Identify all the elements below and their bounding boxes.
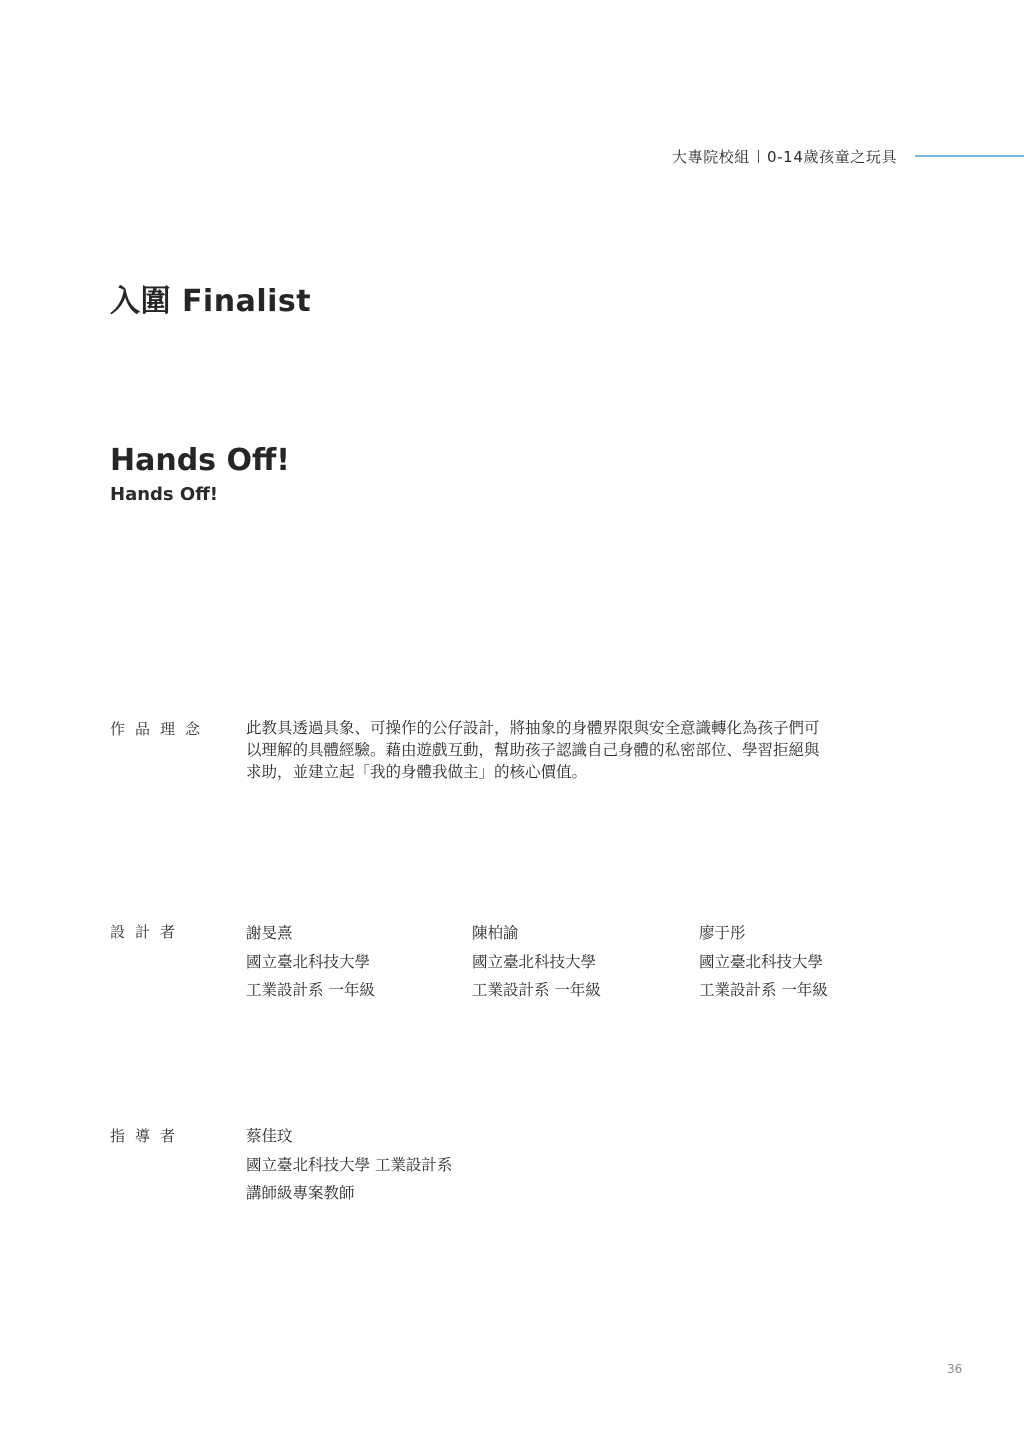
work-title: Hands Off! bbox=[110, 443, 290, 478]
advisor-affiliation: 國立臺北科技大學 工業設計系 bbox=[246, 1155, 453, 1174]
designer-dept: 工業設計系 一年級 bbox=[699, 981, 828, 999]
header-accent-rule bbox=[915, 155, 1024, 157]
designers-label: 設計者 bbox=[110, 923, 186, 941]
designer-entry bbox=[246, 919, 456, 1005]
designers-list bbox=[246, 919, 886, 1009]
concept-text bbox=[246, 717, 872, 783]
concept-line: 求助，並建立起「我的身體我做主」的核心價值。 bbox=[246, 763, 588, 781]
designer-entry bbox=[472, 919, 682, 1005]
designer-name: 廖于彤 bbox=[699, 924, 746, 942]
work-subtitle: Hands Off! bbox=[110, 484, 218, 505]
section-header bbox=[672, 146, 897, 167]
designer-name: 謝旻熹 bbox=[246, 924, 293, 942]
header-category: 大專院校組 bbox=[672, 148, 751, 166]
page-number: 36 bbox=[947, 1362, 963, 1376]
concept-label: 作品理念 bbox=[110, 720, 211, 738]
award-title: 入圍 Finalist bbox=[110, 284, 312, 319]
concept-line: 此教具透過具象、可操作的公仔設計，將抽象的身體界限與安全意識轉化為孩子們可 bbox=[246, 719, 820, 737]
designer-dept: 工業設計系 一年級 bbox=[246, 981, 375, 999]
advisor-label: 指導者 bbox=[110, 1127, 186, 1145]
advisor-name: 蔡佳玟 bbox=[246, 1127, 293, 1145]
designer-school: 國立臺北科技大學 bbox=[472, 952, 597, 971]
concept-line: 以理解的具體經驗。藉由遊戲互動，幫助孩子認識自己身體的私密部位、學習拒絕與 bbox=[246, 741, 820, 759]
designer-entry bbox=[699, 919, 909, 1005]
designer-school: 國立臺北科技大學 bbox=[699, 952, 824, 971]
header-separator bbox=[758, 150, 759, 163]
designer-name: 陳柏諭 bbox=[472, 924, 519, 942]
advisor-entry bbox=[246, 1122, 452, 1208]
header-subcategory: 0-14歲孩童之玩具 bbox=[767, 148, 898, 166]
advisor-title: 講師級專案教師 bbox=[246, 1184, 355, 1202]
designer-school: 國立臺北科技大學 bbox=[246, 952, 371, 971]
designer-dept: 工業設計系 一年級 bbox=[472, 981, 601, 999]
